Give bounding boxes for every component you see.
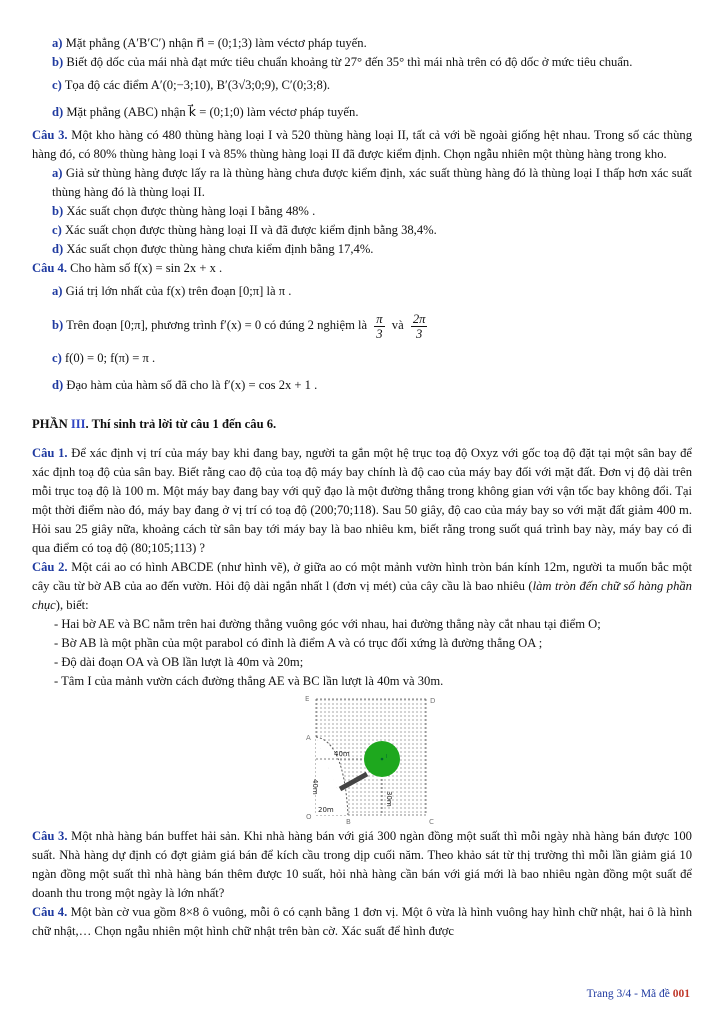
dim-ob: 20m: [318, 806, 334, 814]
label-i: I: [386, 754, 388, 760]
label-c: C: [429, 818, 434, 825]
q2-option-a: a) Mặt phẳng (A′B′C′) nhận n⃗ = (0;1;3) làm véctơ pháp tuyến.: [52, 36, 367, 50]
fraction-2pi-3: $\frac{2\pi}{3}$: [412, 311, 426, 341]
page-footer: Trang 3/4 - Mã đề 001: [586, 988, 690, 1000]
q3-option-d: d) Xác suất chọn được thùng hàng chưa kiểm định bằng 17,4%.: [52, 242, 374, 256]
fraction-pi-3: $\frac{\pi}{3}$: [376, 311, 383, 341]
q2-option-c: c) Tọa độ các điểm A′(0;−3;10), B′(3√3;0;9), C′(0;3;8).: [52, 78, 331, 92]
q2-option-d: d) Mặt phẳng (ABC) nhận k⃗ = (0;1;0) làm véctơ pháp tuyến.: [52, 105, 359, 119]
dim-ai: 40m: [334, 750, 350, 758]
pond-diagram: [304, 695, 444, 825]
pond-figure: [304, 695, 444, 825]
part3-question-3: Câu 3. Một nhà hàng bán buffet hải sản. Khi nhà hàng bán với giá 300 ngàn đồng một suất thì mỗi ngày nhà hàng bán được 100 suất. Nhà hàng dự định có đợt giảm giá bán để kích cầu trong dịp cuối năm. Theo khảo sát từ thị trường thì mỗi lần giảm giá 10 ngàn đồng một suất thì nhà hàng bán thêm được 10 suất, hỏi nhà hàng cần bán với giá mới là bao nhiêu ngàn đồng một suất để doanh thu trong một ngày là lớn nhất?: [32, 829, 692, 900]
q2-bullet-3: - Độ dài đoạn OA và OB lần lượt là 40m và 20m;: [54, 655, 304, 669]
part3-question-1: Câu 1. Để xác định vị trí của máy bay khi đang bay, người ta gắn một hệ trục toạ độ Oxyz với gốc toạ độ đặt tại một sân bay để xác định toạ độ của sân bay. Biết rằng cao độ của toạ độ máy bay chính là độ cao của máy bay đối với mặt đất. Đơn vị độ dài trên mỗi trục toạ độ là 100 m. Một máy bay đang bay với quỹ đạo là một đường thẳng trong không gian với vận tốc bay không đổi. Tại một thời điểm nào đó, máy bay đang ở vị trí có toạ độ (200;70;118). Sau 50 giây, độ cao của máy bay so với mặt đất giảm 400 m. Hỏi sau 25 giây nữa, khoảng cách từ sân bay tới máy bay là bao nhiêu km, biết rằng trong suốt quá trình bay này, máy bay có đi qua điểm có toạ độ (80;105;113) ?: [32, 446, 692, 555]
q2-option-b: b) Biết độ dốc của mái nhà đạt mức tiêu chuẩn khoảng từ 27° đến 35° thì mái nhà trên có độ dốc ở mức tiêu chuẩn.: [52, 55, 633, 69]
q3-option-b: b) Xác suất chọn được thùng hàng loại I bằng 48% .: [52, 204, 316, 218]
label-e: E: [305, 695, 310, 703]
part-iii-title: PHẦN III. Thí sinh trả lời từ câu 1 đến câu 6.: [32, 417, 277, 431]
part3-question-4: Câu 4. Một bàn cờ vua gồm 8×8 ô vuông, mỗi ô có cạnh bằng 1 đơn vị. Một ô vừa là hình vuông hay hình chữ nhật, hai ô là hình chữ nhật,… Chọn ngẫu nhiên một hình chữ nhật trên bàn cờ. Xác suất để hình được: [32, 905, 693, 938]
label-b: B: [346, 818, 351, 825]
part3-question-2: Câu 2. Một cái ao có hình ABCDE (như hình vẽ), ở giữa ao có một mảnh vườn hình tròn bán kính 12m, người ta muốn bắc một cây cầu từ bờ AB của ao đến vườn. Hỏi độ dài ngắn nhất l (đơn vị mét) của cây cầu là bao nhiêu (làm tròn đến chữ số hàng phần chục), biết:: [32, 560, 692, 612]
q2-bullet-2: - Bờ AB là một phần của một parabol có đỉnh là điểm A và có trục đối xứng là đường thẳng OA ;: [54, 636, 543, 650]
dim-oa: 40m: [311, 779, 319, 795]
q4-option-b: b) Trên đoạn [0;π], phương trình f′(x) = 0 có đúng 2 nghiệm là $\frac{\pi}{3}$ và $\frac{2\pi}{3}$: [52, 311, 426, 341]
question-3-stem: Câu 3. Một kho hàng có 480 thùng hàng loại I và 520 thùng hàng loại II, tất cả với bề ngoài giống hệt nhau. Trong số các thùng hàng đó, có 80% thùng hàng loại I và 85% thùng hàng loại II đã được kiểm định. Chọn ngẫu nhiên một thùng hàng trong kho.: [32, 128, 692, 161]
question-4-stem: Câu 4. Cho hàm số f(x) = sin 2x + x .: [32, 261, 223, 275]
q4-option-c: c) f(0) = 0; f(π) = π .: [52, 351, 156, 365]
label-d: D: [430, 697, 436, 705]
q3-option-c: c) Xác suất chọn được thùng hàng loại II và đã được kiểm định bằng 38,4%.: [52, 223, 437, 237]
q4-option-d: d) Đạo hàm của hàm số đã cho là f′(x) = cos 2x + 1 .: [52, 378, 318, 392]
q4-option-a: a) Giá trị lớn nhất của f(x) trên đoạn [0;π] là π .: [52, 284, 292, 298]
dim-ic: 30m: [385, 791, 393, 807]
q2-bullet-4: - Tâm I của mảnh vườn cách đường thẳng AE và BC lần lượt là 40m và 30m.: [54, 674, 444, 688]
q3-option-a: a) Giả sử thùng hàng được lấy ra là thùng hàng chưa được kiểm định, xác suất thùng hàng đó là thùng loại I thấp hơn xác suất thùng hàng đó là thùng loại II.: [52, 166, 692, 199]
label-o: O: [306, 813, 312, 821]
label-a: A: [306, 734, 311, 742]
exam-page: [32, 34, 692, 941]
q2-bullet-1: - Hai bờ AE và BC nằm trên hai đường thẳng vuông góc với nhau, hai đường thẳng này cắt nhau tại điểm O;: [54, 617, 601, 631]
